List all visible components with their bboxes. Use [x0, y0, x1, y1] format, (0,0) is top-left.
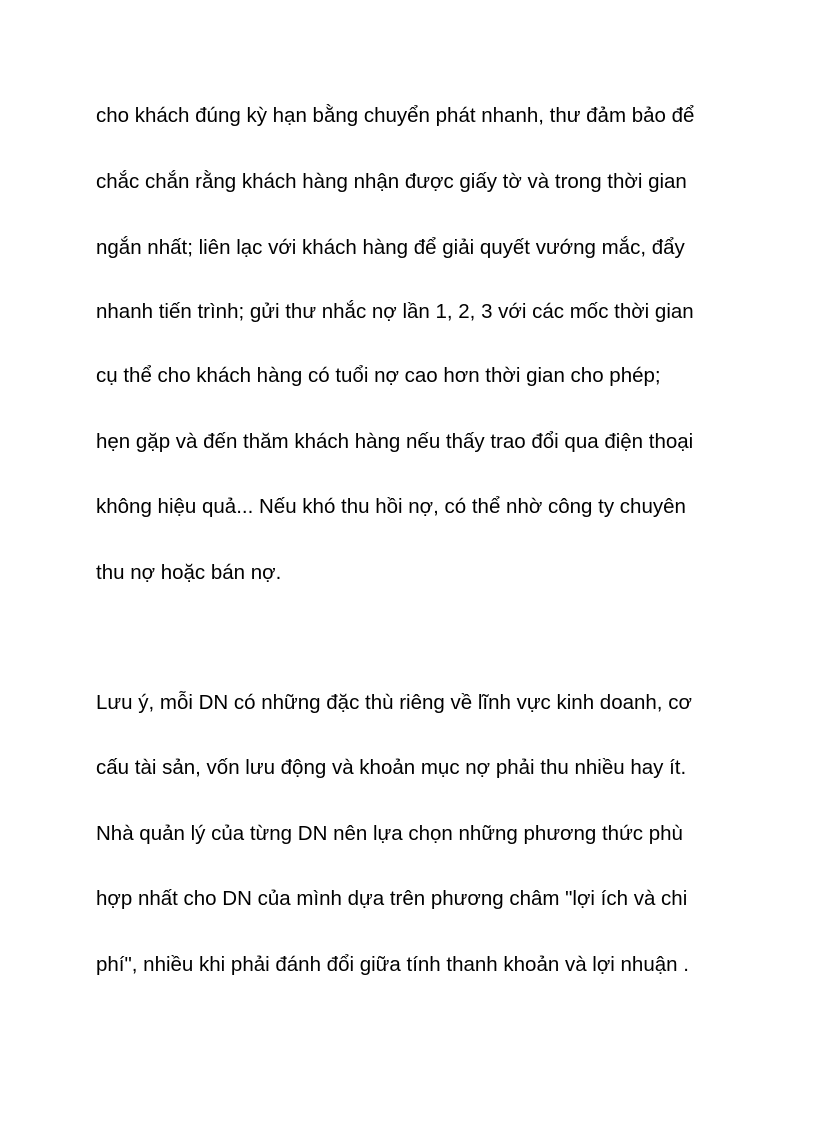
text-line: nhanh tiến trình; gửi thư nhắc nợ lần 1, 2, 3 với các mốc thời gian: [96, 300, 694, 323]
text-line: cấu tài sản, vốn lưu động và khoản mục nợ phải thu nhiều hay ít.: [96, 756, 687, 779]
text-line: hợp nhất cho DN của mình dựa trên phương châm "lợi ích và chi: [96, 887, 688, 910]
text-line: cụ thể cho khách hàng có tuổi nợ cao hơn thời gian cho phép;: [96, 364, 661, 387]
text-line: không hiệu quả... Nếu khó thu hồi nợ, có thể nhờ công ty chuyên: [96, 495, 686, 518]
text-line: Lưu ý, mỗi DN có những đặc thù riêng về lĩnh vực kinh doanh, cơ: [96, 691, 692, 714]
text-line: chắc chắn rằng khách hàng nhận được giấy tờ và trong thời gian: [96, 170, 687, 193]
text-line: ngắn nhất; liên lạc với khách hàng để giải quyết vướng mắc, đẩy: [96, 236, 685, 259]
text-line: Nhà quản lý của từng DN nên lựa chọn những phương thức phù: [96, 822, 683, 845]
text-line: thu nợ hoặc bán nợ.: [96, 561, 282, 584]
text-line: hẹn gặp và đến thăm khách hàng nếu thấy trao đổi qua điện thoại: [96, 430, 694, 453]
text-line: cho khách đúng kỳ hạn bằng chuyển phát nhanh, thư đảm bảo để: [96, 104, 695, 127]
text-line: phí", nhiều khi phải đánh đổi giữa tính thanh khoản và lợi nhuận .: [96, 953, 689, 976]
